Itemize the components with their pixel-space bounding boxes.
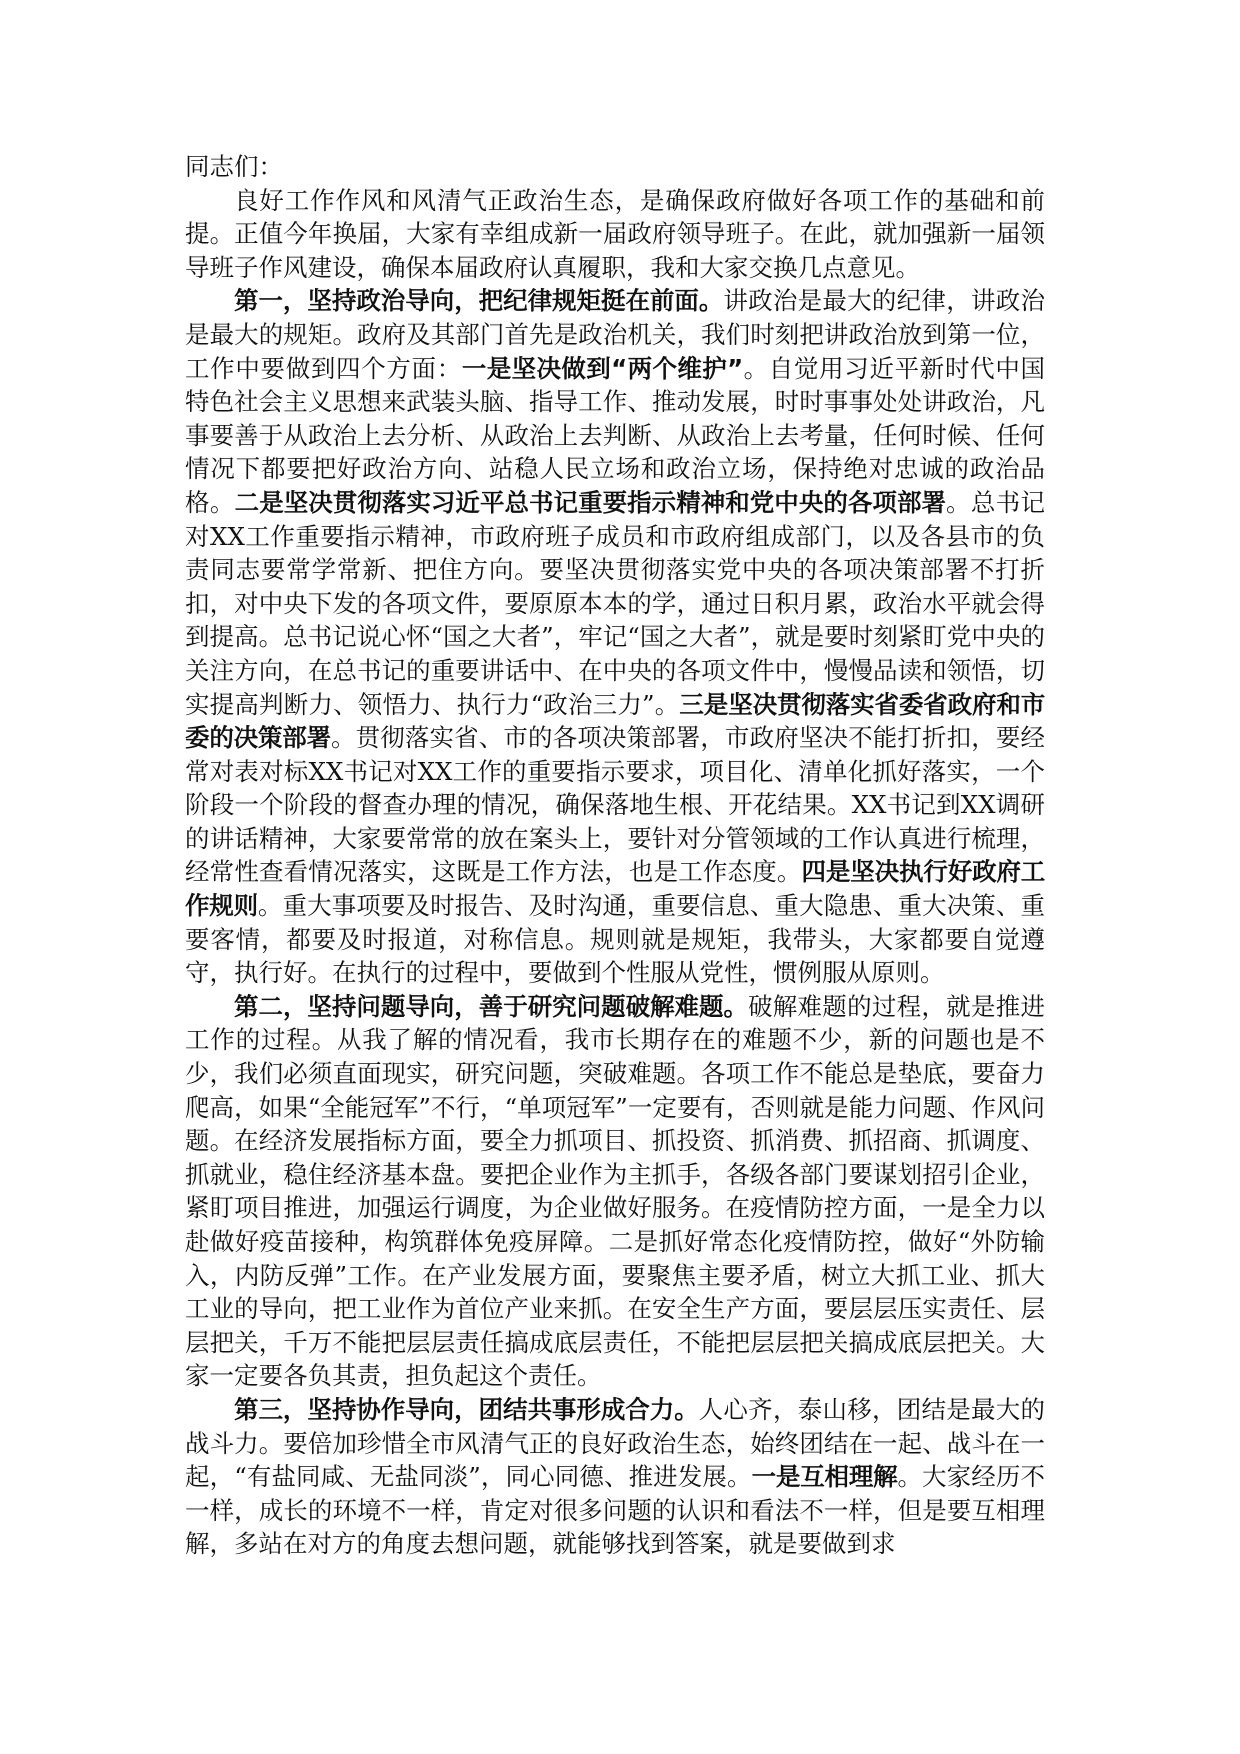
text-run: 良好工作作风和风清气正政治生态，是确保政府做好各项工作的基础和前提。正值今年换届，大家有幸组成新一届政府领导班子。在此，就加强新一届领导班子作风建设，确保本届政府认真履职，我和大家交换几点意见。	[185, 185, 1045, 282]
paragraph-first-point	[185, 284, 1045, 989]
text-run: 。重大事项要及时报告、及时沟通，重要信息、重大隐患、重大决策、重要客情，都要及时报道，对称信息。规则就是规矩，我带头，大家都要自觉遵守，执行好。在执行的过程中，要做到个性服从党性，惯例服从原则。	[185, 891, 1045, 988]
text-run: 人心齐，泰山移，团结是最大的战斗力。要倍加珍惜全市风清气正的良好政治生态，始终团结在一起、战斗在一起，“有盐同咸、无盐同淡”，同心同德、推进发展。	[185, 1394, 1045, 1492]
text-run: 。大家经历不一样，成长的环境不一样，肯定对很多问题的认识和看法不一样，但是要互相理解，多站在对方的角度去想问题，就能够找到答案，就是要做到求	[185, 1462, 1045, 1559]
text-run: 。贯彻落实省、市的各项决策部署，市政府坚决不能打折扣，要经常对表对标XX书记对XX工作的重要指示要求，项目化、清单化抓好落实，一个阶段一个阶段的督查办理的情况，确保落地生根、开花结果。XX书记到XX调研的讲话精神，大家要常常的放在案头上，要针对分管领域的工作认真进行梳理，经常性查看情况落实，这既是工作方法，也是工作态度。	[185, 723, 1046, 887]
subpoint-two: 二是坚决贯彻落实习近平总书记重要指示精神和党中央的各项部署	[234, 487, 947, 517]
salutation: 同志们：	[185, 152, 283, 181]
text-run: 讲政治是最大的纪律，讲政治是最大的规矩。政府及其部门首先是政治机关，我们时刻把讲政治放到第一位，工作中要做到四个方面：	[185, 286, 1045, 383]
document-page	[185, 150, 1045, 1561]
paragraph-second-point	[185, 990, 1045, 1393]
text-run: 破解难题的过程，就是推进工作的过程。从我了解的情况看，我市长期存在的难题不少，新的问题也是不少，我们必须直面现实，研究问题，突破难题。各项工作不能总是垫底，要奋力爬高，如果“全能冠军”不行，“单项冠军”一定要有，否则就是能力问题、作风问题。在经济发展指标方面，要全力抓项目、抓投资、抓消费、抓招商、抓调度、抓就业，稳住经济基本盘。要把企业作为主抓手，各级各部门要谋划招引企业，紧盯项目推进，加强运行调度，为企业做好服务。在疫情防控方面，一是全力以赴做好疫苗接种，构筑群体免疫屏障。二是抓好常态化疫情防控，做好“外防输入，内防反弹”工作。在产业发展方面，要聚焦主要矛盾，树立大抓工业、抓大工业的导向，把工业作为首位产业来抓。在安全生产方面，要层层压实责任、层层把关，千万不能把层层责任搞成底层责任，不能把层层把关搞成底层把关。大家一定要各负其责，担负起这个责任。	[185, 991, 1046, 1391]
subpoint-mutual-understanding: 一是互相理解	[751, 1462, 898, 1492]
heading-second-point: 第二，坚持问题导向，善于研究问题破解难题。	[234, 991, 748, 1021]
heading-third-point: 第三，坚持协作导向，团结共事形成合力。	[234, 1394, 699, 1424]
text-run: 。总书记对XX工作重要指示精神，市政府班子成员和市政府组成部门，以及各县市的负责同志要常学常新、把住方向。要坚决贯彻落实党中央的各项决策部署不打折扣，对中央下发的各项文件，要原原本本的学，通过日积月累，政治水平就会得到提高。总书记说心怀“国之大者”，牢记“国之大者”，就是要时刻紧盯党中央的关注方向，在总书记的重要讲话中、在中央的各项文件中，慢慢品读和领悟，切实提高判断力、领悟力、执行力“政治三力”。	[185, 487, 1046, 719]
subpoint-one: 一是坚决做到“两个维护”	[461, 353, 743, 383]
paragraph-third-point	[185, 1393, 1045, 1561]
subpoint-four: 四是坚决执行好政府工作规则	[185, 857, 1046, 921]
heading-first-point: 第一，坚持政治导向，把纪律规矩挺在前面。	[234, 286, 724, 316]
paragraph-intro	[185, 184, 1045, 285]
text-run: 。自觉用习近平新时代中国特色社会主义思想来武装头脑、指导工作、推动发展，时时事事处处讲政治，凡事要善于从政治上去分析、从政治上去判断、从政治上去考量，任何时候、任何情况下都要把好政治方向、站稳人民立场和政治立场，保持绝对忠诚的政治品格。	[185, 353, 1045, 517]
subpoint-three: 三是坚决贯彻落实省委省政府和市委的决策部署	[185, 689, 1045, 753]
